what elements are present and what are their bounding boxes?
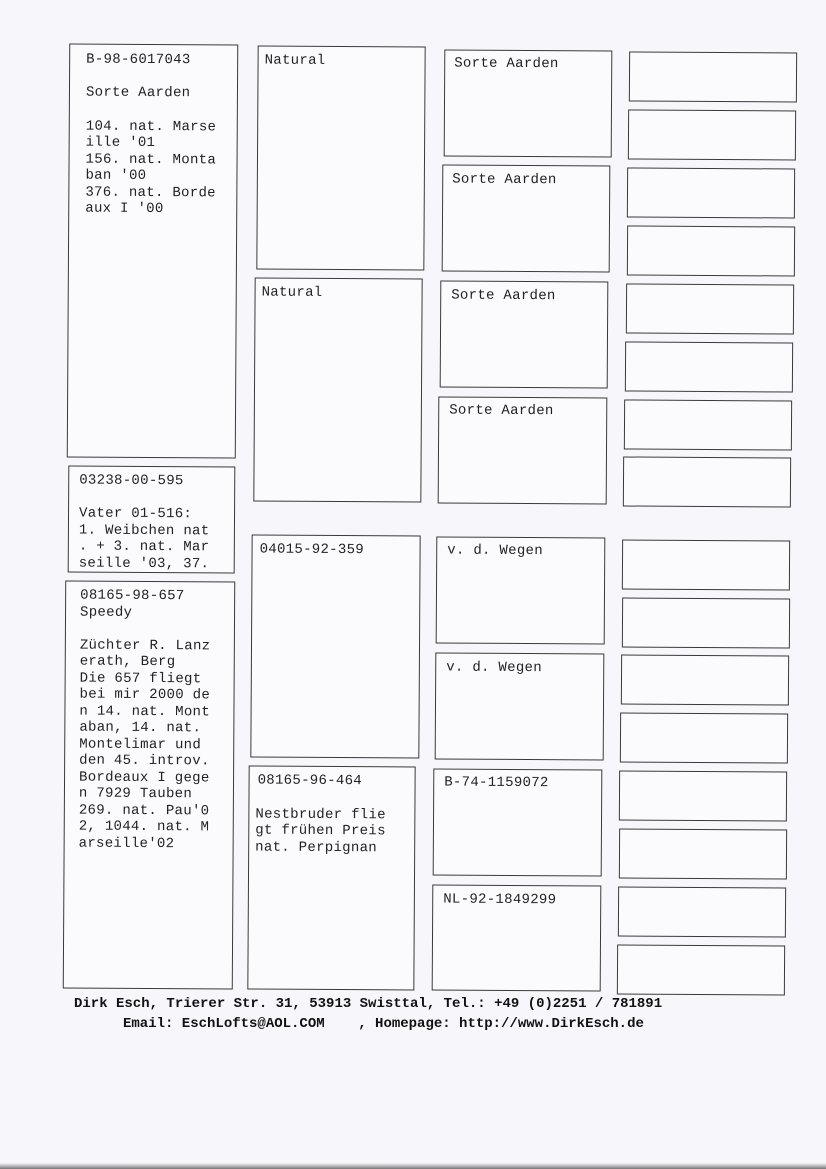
- great-great-grandparent-box: [623, 456, 791, 507]
- great-great-grandparent-box: [618, 886, 786, 937]
- sire-ring-number: 03238-00-595: [79, 472, 184, 490]
- great-great-grandparent-box: [626, 283, 794, 334]
- dam-box: [63, 580, 235, 989]
- great-grandparent-box: [433, 768, 603, 876]
- great-grandparent-box: [440, 280, 609, 388]
- granddam-maternal-note: gt frühen Preis: [255, 822, 386, 840]
- great-great-grandparent-box: [622, 597, 790, 648]
- great-grandparent-label: v. d. Wegen: [447, 542, 544, 560]
- great-grandparent-box: [436, 536, 606, 644]
- subject-result-line: 156. nat. Monta: [85, 151, 217, 169]
- granddam-paternal-label: Natural: [261, 284, 323, 301]
- great-great-grandparent-box: [620, 712, 788, 763]
- subject-ring-number: B-98-6017043: [86, 51, 191, 69]
- granddam-maternal-note: Nestbruder flie: [255, 806, 386, 824]
- great-great-grandparent-box: [629, 51, 797, 102]
- great-grandparent-label: Sorte Aarden: [452, 171, 557, 189]
- sire-note-line: seille '03, 37.: [78, 555, 210, 573]
- subject-name: Sorte Aarden: [85, 84, 191, 102]
- subject-result-line: ban '00: [85, 167, 147, 184]
- dam-note-line: Züchter R. Lanz: [79, 637, 211, 655]
- grandsire-maternal-ring: 04015-92-359: [259, 541, 365, 559]
- dam-note-line: aban, 14. nat.: [79, 719, 202, 737]
- subject-result-line: aux I '00: [85, 200, 164, 218]
- great-grandparent-label: v. d. Wegen: [446, 659, 543, 677]
- great-great-grandparent-box: [621, 654, 789, 705]
- great-grandparent-label: Sorte Aarden: [449, 402, 554, 420]
- great-great-grandparent-box: [619, 828, 787, 879]
- great-grandparent-box: [438, 396, 608, 504]
- grandsire-paternal-box: [256, 45, 425, 270]
- grandsire-maternal-box: [250, 534, 420, 758]
- great-great-grandparent-box: [617, 944, 785, 995]
- great-grandparent-box: [442, 164, 611, 272]
- dam-note-line: den 45. introv.: [79, 752, 210, 770]
- subject-result-line: 104. nat. Marse: [85, 118, 217, 136]
- granddam-paternal-box: [253, 277, 422, 502]
- dam-note-line: Montelimar und: [79, 736, 202, 754]
- great-great-grandparent-box: [625, 341, 793, 392]
- great-great-grandparent-box: [627, 167, 795, 218]
- granddam-maternal-note: nat. Perpignan: [255, 839, 378, 857]
- great-grandparent-label: Sorte Aarden: [451, 287, 556, 305]
- sire-note-line: Vater 01-516:: [78, 505, 193, 523]
- dam-note-line: arseille'02: [78, 835, 175, 853]
- great-great-grandparent-box: [624, 399, 792, 450]
- great-great-grandparent-box: [627, 225, 795, 276]
- great-grandparent-box: [444, 49, 613, 157]
- dam-name: Speedy: [80, 604, 133, 621]
- great-great-grandparent-box: [619, 770, 787, 821]
- dam-note-line: Die 657 fliegt: [79, 670, 202, 688]
- dam-note-line: 269. nat. Pau'0: [78, 802, 210, 820]
- sire-box: [68, 465, 236, 573]
- granddam-maternal-ring: 08165-96-464: [257, 772, 363, 790]
- grandsire-paternal-label: Natural: [264, 52, 326, 69]
- great-grandparent-box: [432, 884, 602, 991]
- footer-address: Dirk Esch, Trierer Str. 31, 53913 Swisttal, Tel.: +49 (0)2251 / 781891: [74, 996, 663, 1012]
- scan-bottom-edge: [0, 1163, 826, 1169]
- dam-note-line: n 14. nat. Mont: [79, 703, 211, 721]
- great-grandparent-label: NL-92-1849299: [443, 891, 557, 909]
- sire-note-line: 1. Weibchen nat: [78, 522, 210, 540]
- granddam-maternal-box: [247, 765, 415, 990]
- dam-note-line: erath, Berg: [79, 653, 176, 671]
- footer-contact: Email: EschLofts@AOL.COM , Homepage: http://www.DirkEsch.de: [123, 1016, 644, 1032]
- great-great-grandparent-box: [628, 109, 796, 160]
- dam-note-line: 2, 1044. nat. M: [78, 818, 210, 836]
- dam-note-line: Bordeaux I gege: [78, 769, 210, 787]
- great-grandparent-label: Sorte Aarden: [454, 55, 559, 73]
- subject-result-line: 376. nat. Borde: [85, 184, 216, 202]
- sire-note-line: . + 3. nat. Mar: [78, 538, 210, 556]
- dam-ring-number: 08165-98-657: [80, 587, 185, 605]
- great-grandparent-box: [435, 652, 605, 760]
- great-great-grandparent-box: [622, 539, 790, 590]
- pedigree-subject-box: [67, 43, 239, 458]
- subject-result-line: ille '01: [85, 134, 156, 152]
- dam-note-line: n 7929 Tauben: [78, 785, 193, 803]
- great-grandparent-label: B-74-1159072: [444, 774, 549, 792]
- dam-note-line: bei mir 2000 de: [79, 686, 211, 704]
